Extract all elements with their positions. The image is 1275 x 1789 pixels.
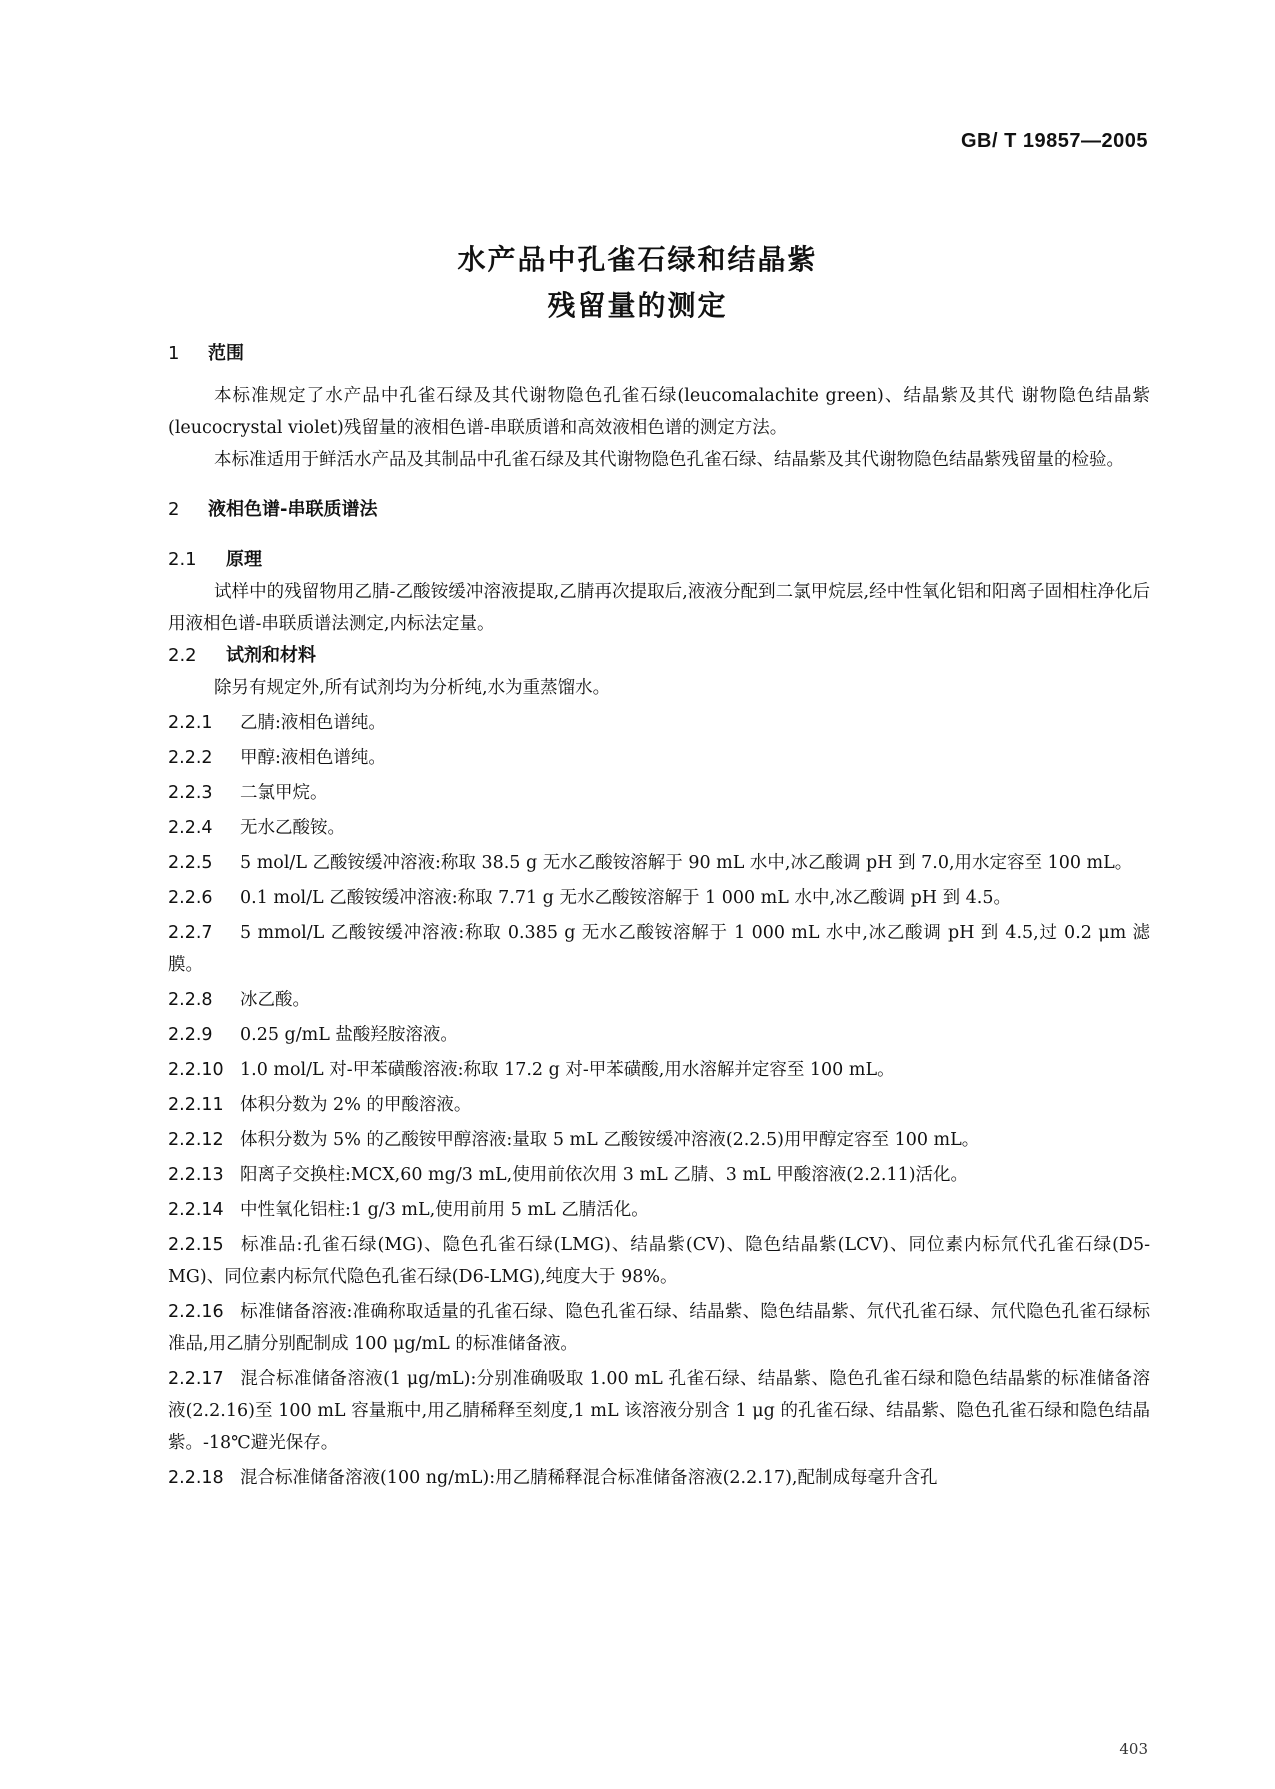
item-text: 体积分数为 5% 的乙酸铵甲醇溶液:量取 5 mL 乙酸铵缓冲溶液(2.2.5)用甲醇定容至 100 mL。 — [240, 1130, 980, 1150]
section-title: 原理 — [226, 549, 262, 570]
list-item — [168, 1194, 1150, 1226]
list-item — [168, 847, 1150, 879]
item-number: 2.2.14 — [168, 1200, 224, 1220]
document-title-line-2: 残留量的测定 — [547, 289, 728, 322]
list-item — [168, 1296, 1150, 1360]
list-item — [168, 777, 1150, 809]
paragraph: 本标准适用于鲜活水产品及其制品中孔雀石绿及其代谢物隐色孔雀石绿、结晶紫及其代谢物隐色结晶紫残留量的检验。 — [214, 450, 1124, 470]
item-number: 2.2.15 — [168, 1235, 224, 1255]
section-number: 2.1 — [168, 549, 197, 570]
item-text: 乙腈:液相色谱纯。 — [240, 713, 386, 733]
item-number: 2.2.2 — [168, 748, 213, 768]
item-text: 5 mmol/L 乙酸铵缓冲溶液:称取 0.385 g 无水乙酸铵溶解于 1 000 mL 水中,冰乙酸调 pH 到 4.5,过 0.2 μm 滤膜。 — [168, 923, 1150, 975]
item-number: 2.2.12 — [168, 1130, 224, 1150]
item-text: 5 mol/L 乙酸铵缓冲溶液:称取 38.5 g 无水乙酸铵溶解于 90 mL 水中,冰乙酸调 pH 到 7.0,用水定容至 100 mL。 — [240, 853, 1133, 873]
list-item — [168, 742, 1150, 774]
section-2-1-heading — [168, 544, 1150, 576]
list-item — [168, 1462, 1150, 1494]
item-number: 2.2.7 — [168, 923, 213, 943]
list-item — [168, 1124, 1150, 1156]
list-item — [168, 1229, 1150, 1293]
item-number: 2.2.18 — [168, 1468, 224, 1488]
reagent-list — [168, 704, 1150, 1494]
standard-code: GB/ T 19857—2005 — [961, 130, 1148, 152]
paragraph: 本标准规定了水产品中孔雀石绿及其代谢物隐色孔雀石绿(leucomalachite green)、结晶紫及其代 谢物隐色结晶紫(leucocrystal violet)残留量的液相色谱-串联质谱和高效液相色谱的测定方法。 — [168, 386, 1150, 438]
page-number: 403 — [1119, 1740, 1148, 1758]
list-item — [168, 1054, 1150, 1086]
item-text: 混合标准储备溶液(100 ng/mL):用乙腈稀释混合标准储备溶液(2.2.17),配制成每毫升含孔 — [240, 1468, 938, 1488]
item-number: 2.2.9 — [168, 1025, 213, 1045]
list-item — [168, 812, 1150, 844]
item-number: 2.2.13 — [168, 1165, 224, 1185]
item-text: 体积分数为 2% 的甲酸溶液。 — [240, 1095, 472, 1115]
section-2-2-heading — [168, 640, 1150, 672]
section-number: 2 — [168, 499, 180, 520]
list-item — [168, 984, 1150, 1016]
item-number: 2.2.17 — [168, 1369, 224, 1389]
list-item — [168, 1159, 1150, 1191]
document-body — [168, 338, 1150, 1494]
list-item — [168, 1089, 1150, 1121]
item-text: 标准储备溶液:准确称取适量的孔雀石绿、隐色孔雀石绿、结晶紫、隐色结晶紫、氘代孔雀石绿、氘代隐色孔雀石绿标准品,用乙腈分别配制成 100 μg/mL 的标准储备液。 — [168, 1302, 1150, 1354]
item-number: 2.2.4 — [168, 818, 213, 838]
paragraph: 试样中的残留物用乙腈-乙酸铵缓冲溶液提取,乙腈再次提取后,液液分配到二氯甲烷层,经中性氧化铝和阳离子固相柱净化后用液相色谱-串联质谱法测定,内标法定量。 — [168, 582, 1150, 634]
item-text: 混合标准储备溶液(1 μg/mL):分别准确吸取 1.00 mL 孔雀石绿、结晶紫、隐色孔雀石绿和隐色结晶紫的标准储备溶液(2.2.16)至 100 mL 容量瓶中,用乙腈稀释至刻度,1 mL 该溶液分别含 1 μg 的孔雀石绿、结晶紫、隐色孔雀石绿和隐色结晶紫。-18℃避光保存。 — [168, 1369, 1150, 1453]
item-text: 0.25 g/mL 盐酸羟胺溶液。 — [240, 1025, 458, 1045]
item-text: 甲醇:液相色谱纯。 — [240, 748, 386, 768]
item-text: 中性氧化铝柱:1 g/3 mL,使用前用 5 mL 乙腈活化。 — [240, 1200, 649, 1220]
item-number: 2.2.6 — [168, 888, 213, 908]
item-text: 1.0 mol/L 对-甲苯磺酸溶液:称取 17.2 g 对-甲苯磺酸,用水溶解并定容至 100 mL。 — [240, 1060, 895, 1080]
list-item — [168, 1019, 1150, 1051]
section-title: 液相色谱-串联质谱法 — [208, 499, 378, 520]
item-number: 2.2.1 — [168, 713, 213, 733]
item-text: 阳离子交换柱:MCX,60 mg/3 mL,使用前依次用 3 mL 乙腈、3 mL 甲酸溶液(2.2.11)活化。 — [240, 1165, 969, 1185]
section-title: 试剂和材料 — [226, 645, 316, 666]
item-number: 2.2.8 — [168, 990, 213, 1010]
section-title: 范围 — [208, 343, 244, 364]
list-item — [168, 882, 1150, 914]
item-text: 无水乙酸铵。 — [240, 818, 345, 838]
section-2-heading — [168, 494, 1150, 526]
document-title-line-1: 水产品中孔雀石绿和结晶紫 — [457, 243, 818, 276]
item-text: 冰乙酸。 — [240, 990, 310, 1010]
item-number: 2.2.5 — [168, 853, 213, 873]
item-number: 2.2.10 — [168, 1060, 224, 1080]
item-text: 0.1 mol/L 乙酸铵缓冲溶液:称取 7.71 g 无水乙酸铵溶解于 1 000 mL 水中,冰乙酸调 pH 到 4.5。 — [240, 888, 1011, 908]
item-text: 标准品:孔雀石绿(MG)、隐色孔雀石绿(LMG)、结晶紫(CV)、隐色结晶紫(LCV)、同位素内标氘代孔雀石绿(D5-MG)、同位素内标氘代隐色孔雀石绿(D6-LMG),纯度大于 98%。 — [168, 1235, 1150, 1287]
section-1-heading — [168, 338, 1150, 370]
list-item — [168, 917, 1150, 981]
list-item — [168, 707, 1150, 739]
section-number: 2.2 — [168, 645, 197, 666]
section-number: 1 — [168, 343, 180, 364]
item-text: 二氯甲烷。 — [240, 783, 328, 803]
list-item — [168, 1363, 1150, 1459]
item-number: 2.2.3 — [168, 783, 213, 803]
item-number: 2.2.11 — [168, 1095, 224, 1115]
paragraph: 除另有规定外,所有试剂均为分析纯,水为重蒸馏水。 — [214, 678, 611, 698]
item-number: 2.2.16 — [168, 1302, 224, 1322]
